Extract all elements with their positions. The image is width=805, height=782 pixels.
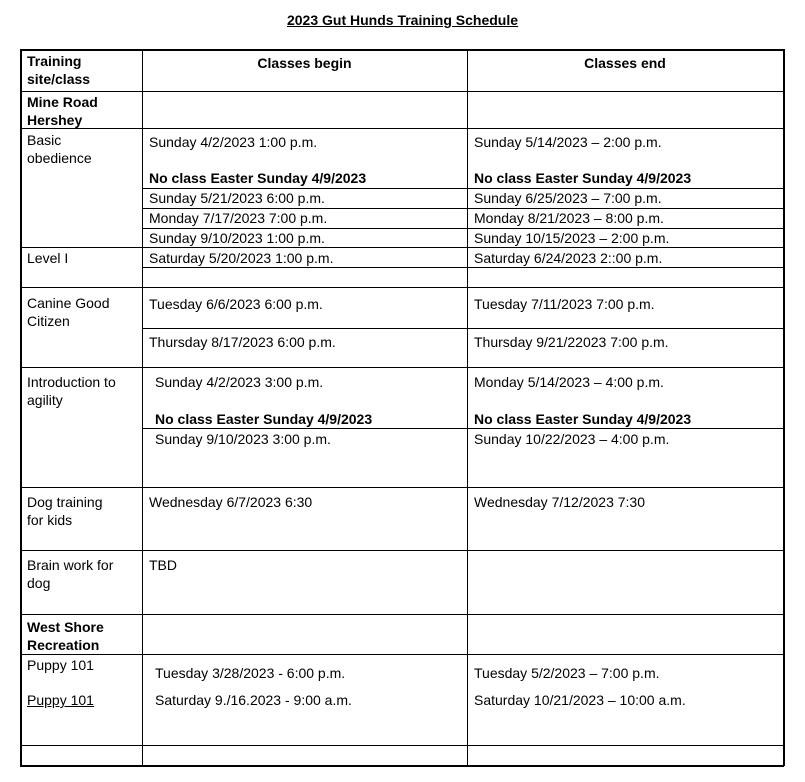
begin-date: TBD [149, 557, 177, 573]
end-date: Wednesday 7/12/2023 7:30 [474, 494, 645, 510]
table-border-bottom [20, 765, 784, 767]
begin-date: Sunday 4/2/2023 1:00 p.m. [149, 134, 318, 150]
class-name: Level I [27, 250, 69, 266]
end-date: Sunday 10/15/2023 – 2:00 p.m. [474, 230, 670, 246]
row-divider [20, 745, 784, 746]
column-divider [142, 49, 143, 766]
end-date: Tuesday 7/11/2023 7:00 p.m. [474, 296, 655, 312]
row-divider [20, 487, 784, 488]
no-class-notice: No class Easter Sunday 4/9/2023 [155, 411, 373, 427]
row-divider [20, 91, 784, 92]
site-name: Recreation [27, 637, 100, 653]
begin-date: Monday 7/17/2023 7:00 p.m. [149, 210, 328, 226]
site-name: Hershey [27, 112, 83, 128]
class-name: Canine Good [27, 295, 110, 311]
begin-date: Tuesday 6/6/2023 6:00 p.m. [149, 296, 323, 312]
row-divider [142, 328, 784, 329]
end-date: Thursday 9/21/22023 7:00 p.m. [474, 334, 669, 350]
class-name: Brain work for [27, 557, 114, 573]
end-date: Saturday 10/21/2023 – 10:00 a.m. [474, 692, 686, 708]
end-date: Monday 8/21/2023 – 8:00 p.m. [474, 210, 664, 226]
row-divider [20, 367, 784, 368]
no-class-notice: No class Easter Sunday 4/9/2023 [474, 170, 692, 186]
begin-date: Saturday 5/20/2023 1:00 p.m. [149, 250, 334, 266]
row-divider [20, 287, 784, 288]
document-title: 2023 Gut Hunds Training Schedule [286, 12, 519, 28]
begin-date: Sunday 9/10/2023 3:00 p.m. [155, 431, 331, 447]
class-name: Basic [27, 132, 62, 148]
table-border-left [20, 49, 22, 766]
end-date: Sunday 5/14/2023 – 2:00 p.m. [474, 134, 662, 150]
header-training-line1: Training [27, 53, 82, 69]
begin-date: Saturday 9./16.2023 - 9:00 a.m. [155, 692, 352, 708]
class-name: agility [27, 392, 63, 408]
row-divider [20, 614, 784, 615]
begin-date: Sunday 5/21/2023 6:00 p.m. [149, 190, 325, 206]
begin-date: Wednesday 6/7/2023 6:30 [149, 494, 313, 510]
end-date: Sunday 6/25/2023 – 7:00 p.m. [474, 190, 662, 206]
end-date: Tuesday 5/2/2023 – 7:00 p.m. [474, 665, 660, 681]
row-divider [20, 654, 784, 655]
table-border-right [783, 49, 785, 766]
end-date: Saturday 6/24/2023 2::00 p.m. [474, 250, 663, 266]
site-name: West Shore [27, 619, 104, 635]
row-divider [20, 550, 784, 551]
header-classes-end: Classes end [584, 55, 666, 71]
class-name: for kids [27, 512, 73, 528]
class-name: dog [27, 575, 51, 591]
begin-date: Tuesday 3/28/2023 - 6:00 p.m. [155, 665, 346, 681]
row-divider [20, 128, 784, 129]
class-name: obedience [27, 150, 92, 166]
end-date: Monday 5/14/2023 – 4:00 p.m. [474, 374, 664, 390]
header-classes-begin: Classes begin [257, 55, 352, 71]
begin-date: Sunday 9/10/2023 1:00 p.m. [149, 230, 325, 246]
site-name: Mine Road [27, 94, 98, 110]
table-border-top [20, 49, 784, 51]
class-name: Citizen [27, 313, 70, 329]
class-name: Dog training [27, 494, 103, 510]
no-class-notice: No class Easter Sunday 4/9/2023 [474, 411, 692, 427]
class-name: Puppy 101 [27, 692, 94, 708]
begin-date: Sunday 4/2/2023 3:00 p.m. [155, 374, 324, 390]
begin-date: Thursday 8/17/2023 6:00 p.m. [149, 334, 336, 350]
end-date: Sunday 10/22/2023 – 4:00 p.m. [474, 431, 670, 447]
row-divider [20, 247, 784, 248]
class-name: Puppy 101 [27, 657, 94, 673]
class-name: Introduction to [27, 374, 116, 390]
row-divider [142, 428, 784, 429]
header-training-line2: site/class [27, 71, 91, 87]
no-class-notice: No class Easter Sunday 4/9/2023 [149, 170, 367, 186]
column-divider [467, 49, 468, 766]
row-divider [142, 267, 784, 268]
